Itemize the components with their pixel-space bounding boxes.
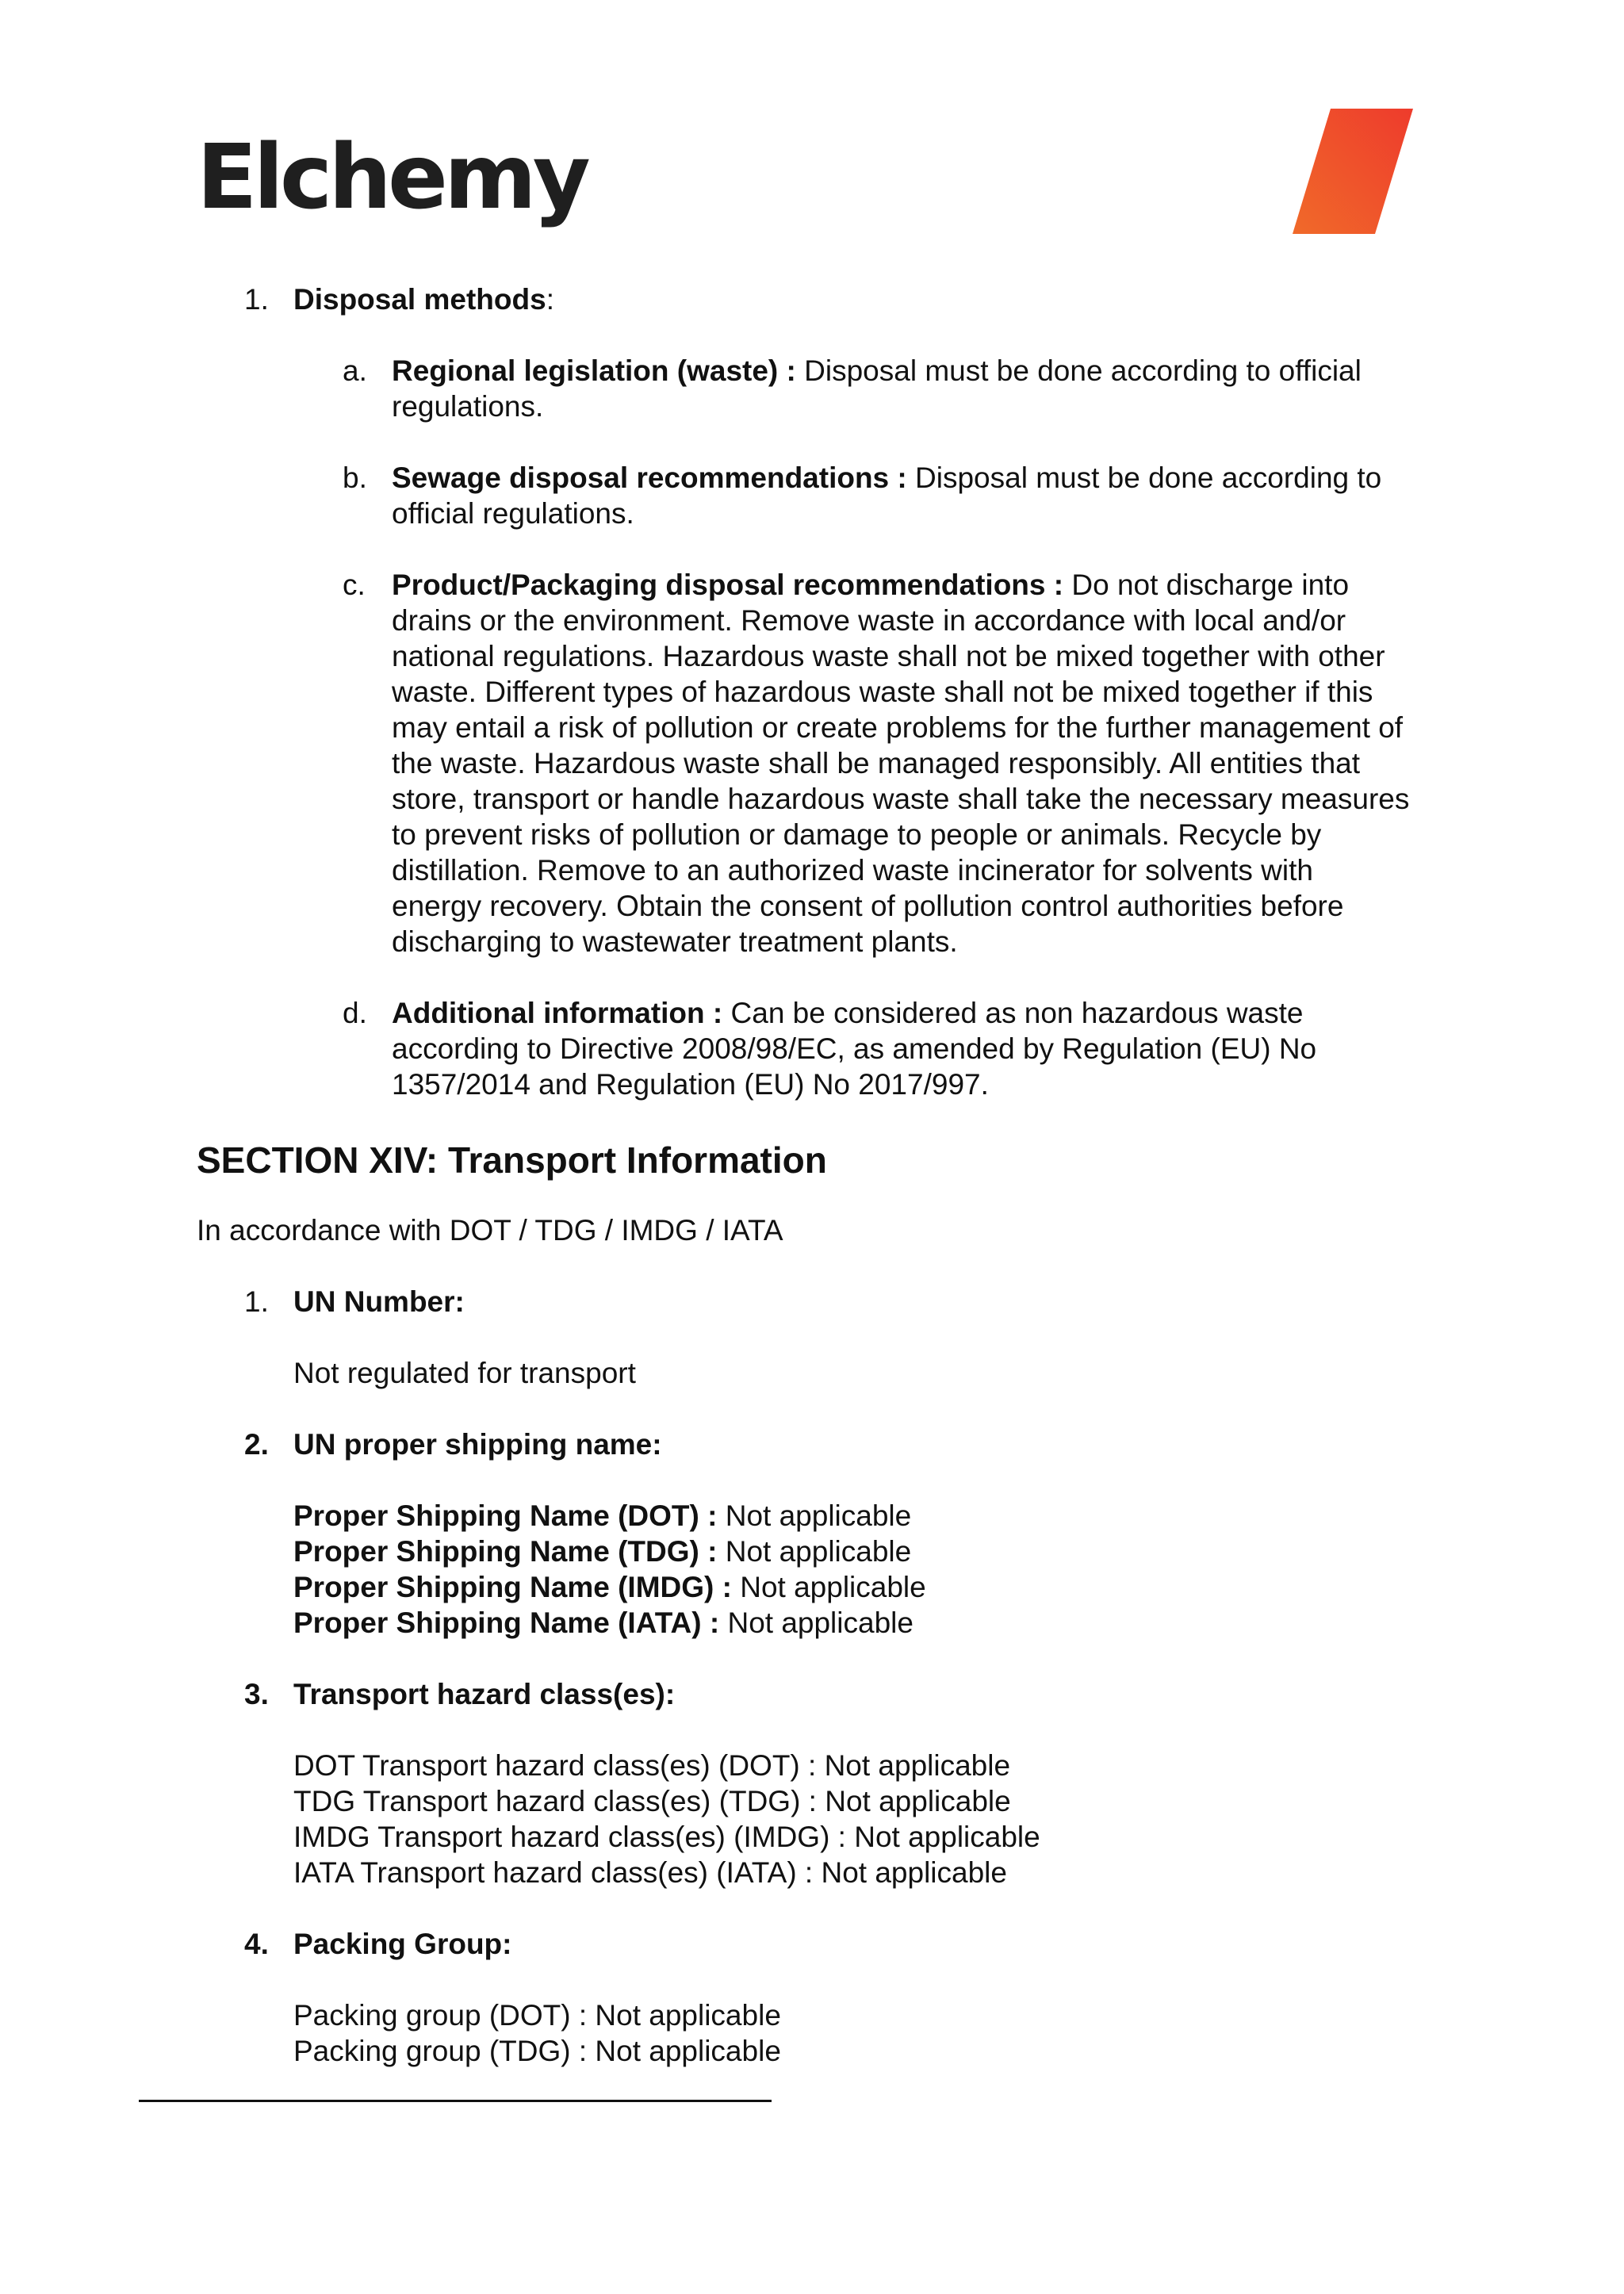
disposal-methods-heading xyxy=(244,281,1434,317)
item-text: Can be considered as non hazardous waste according to Directive 2008/98/EC, as amended by Regulation (EU) No 1357/2014 and Regulation (EU) No 2017/997. xyxy=(392,997,1317,1101)
hazard-class-row: IMDG Transport hazard class(es) (IMDG) : Not applicable xyxy=(293,1821,1040,1853)
list-letter: b. xyxy=(343,461,367,494)
list-number: 1. xyxy=(244,283,269,316)
hazard-class-row: IATA Transport hazard class(es) (IATA) : Not applicable xyxy=(293,1856,1007,1889)
item-heading: Transport hazard class(es): xyxy=(293,1678,676,1710)
disposal-sub-list xyxy=(343,353,1434,1102)
packing-group-rows xyxy=(293,1997,1434,2069)
shipping-name-row xyxy=(293,1605,1434,1641)
shipping-name-row xyxy=(293,1534,1434,1569)
packing-group-row: Packing group (TDG) : Not applicable xyxy=(293,2035,781,2067)
list-number: 3. xyxy=(244,1678,269,1710)
shipping-name-rows xyxy=(293,1498,1434,1641)
list-number: 1. xyxy=(244,1285,269,1318)
hazard-class-row: TDG Transport hazard class(es) (TDG) : Not applicable xyxy=(293,1785,1011,1817)
list-letter: c. xyxy=(343,569,366,601)
disposal-item-additional xyxy=(343,995,1434,1102)
row-label: Proper Shipping Name (IMDG) : xyxy=(293,1571,732,1603)
un-number-heading xyxy=(244,1284,1434,1319)
list-number: 2. xyxy=(244,1428,269,1461)
row-value: Not applicable xyxy=(725,1499,912,1532)
list-letter: d. xyxy=(343,997,367,1029)
disposal-item-sewage xyxy=(343,460,1434,531)
row-value: Not applicable xyxy=(725,1535,912,1568)
elchemy-logo: Elchemy xyxy=(197,126,587,229)
item-label: Additional information : xyxy=(392,997,723,1029)
footnote-divider xyxy=(139,2100,772,2102)
item-label: Sewage disposal recommendations : xyxy=(392,461,907,494)
un-number-value: Not regulated for transport xyxy=(293,1357,636,1389)
list-number: 4. xyxy=(244,1928,269,1960)
section-title: SECTION XIV: Transport Information xyxy=(197,1139,827,1181)
packing-group-heading xyxy=(244,1926,1434,1962)
item-text: Do not discharge into drains or the environment. Remove waste in accordance with local and/or national regulations. Hazardous waste shall not be mixed together with other waste. Different types of hazardous waste shall not be mixed together if this may entail a risk of pollution or create problems for the further management of the waste. Hazardous waste shall be managed responsibly. All entities that store, transport or handle hazardous waste shall take the necessary measures to prevent risks of pollution or damage to people or animals. Recycle by distillation. Remove to an authorized waste incinerator for solvents with energy recovery. Obtain the consent of pollution control authorities before discharging to wastewater treatment plants. xyxy=(392,569,1410,958)
item-heading: UN proper shipping name: xyxy=(293,1428,662,1461)
row-label: Proper Shipping Name (TDG) : xyxy=(293,1535,718,1568)
colon: : xyxy=(546,283,554,316)
disposal-item-regional xyxy=(343,353,1434,424)
item-heading: Packing Group: xyxy=(293,1928,512,1960)
shipping-name-row xyxy=(293,1498,1434,1534)
item-label: Regional legislation (waste) : xyxy=(392,354,796,387)
item-label: Product/Packaging disposal recommendations : xyxy=(392,569,1064,601)
hazard-class-row: DOT Transport hazard class(es) (DOT) : Not applicable xyxy=(293,1749,1011,1782)
list-letter: a. xyxy=(343,354,367,387)
item-text: Disposal must be done according to official regulations. xyxy=(392,354,1362,423)
row-label: Proper Shipping Name (DOT) : xyxy=(293,1499,718,1532)
item-text: Disposal must be done according to official regulations. xyxy=(392,461,1382,530)
hazard-class-rows xyxy=(293,1748,1434,1890)
shipping-name-row xyxy=(293,1569,1434,1605)
section-intro: In accordance with DOT / TDG / IMDG / IATA xyxy=(197,1214,783,1247)
logo-accent-slash-icon xyxy=(1293,109,1413,234)
row-value: Not applicable xyxy=(740,1571,926,1603)
item-heading: UN Number: xyxy=(293,1285,465,1318)
disposal-item-packaging xyxy=(343,567,1434,959)
row-value: Not applicable xyxy=(727,1607,914,1639)
shipping-name-heading xyxy=(244,1427,1434,1462)
hazard-class-heading xyxy=(244,1676,1434,1712)
packing-group-row: Packing group (DOT) : Not applicable xyxy=(293,1999,781,2032)
row-label: Proper Shipping Name (IATA) : xyxy=(293,1607,720,1639)
disposal-title: Disposal methods xyxy=(293,283,546,316)
document-body xyxy=(197,281,1434,2104)
